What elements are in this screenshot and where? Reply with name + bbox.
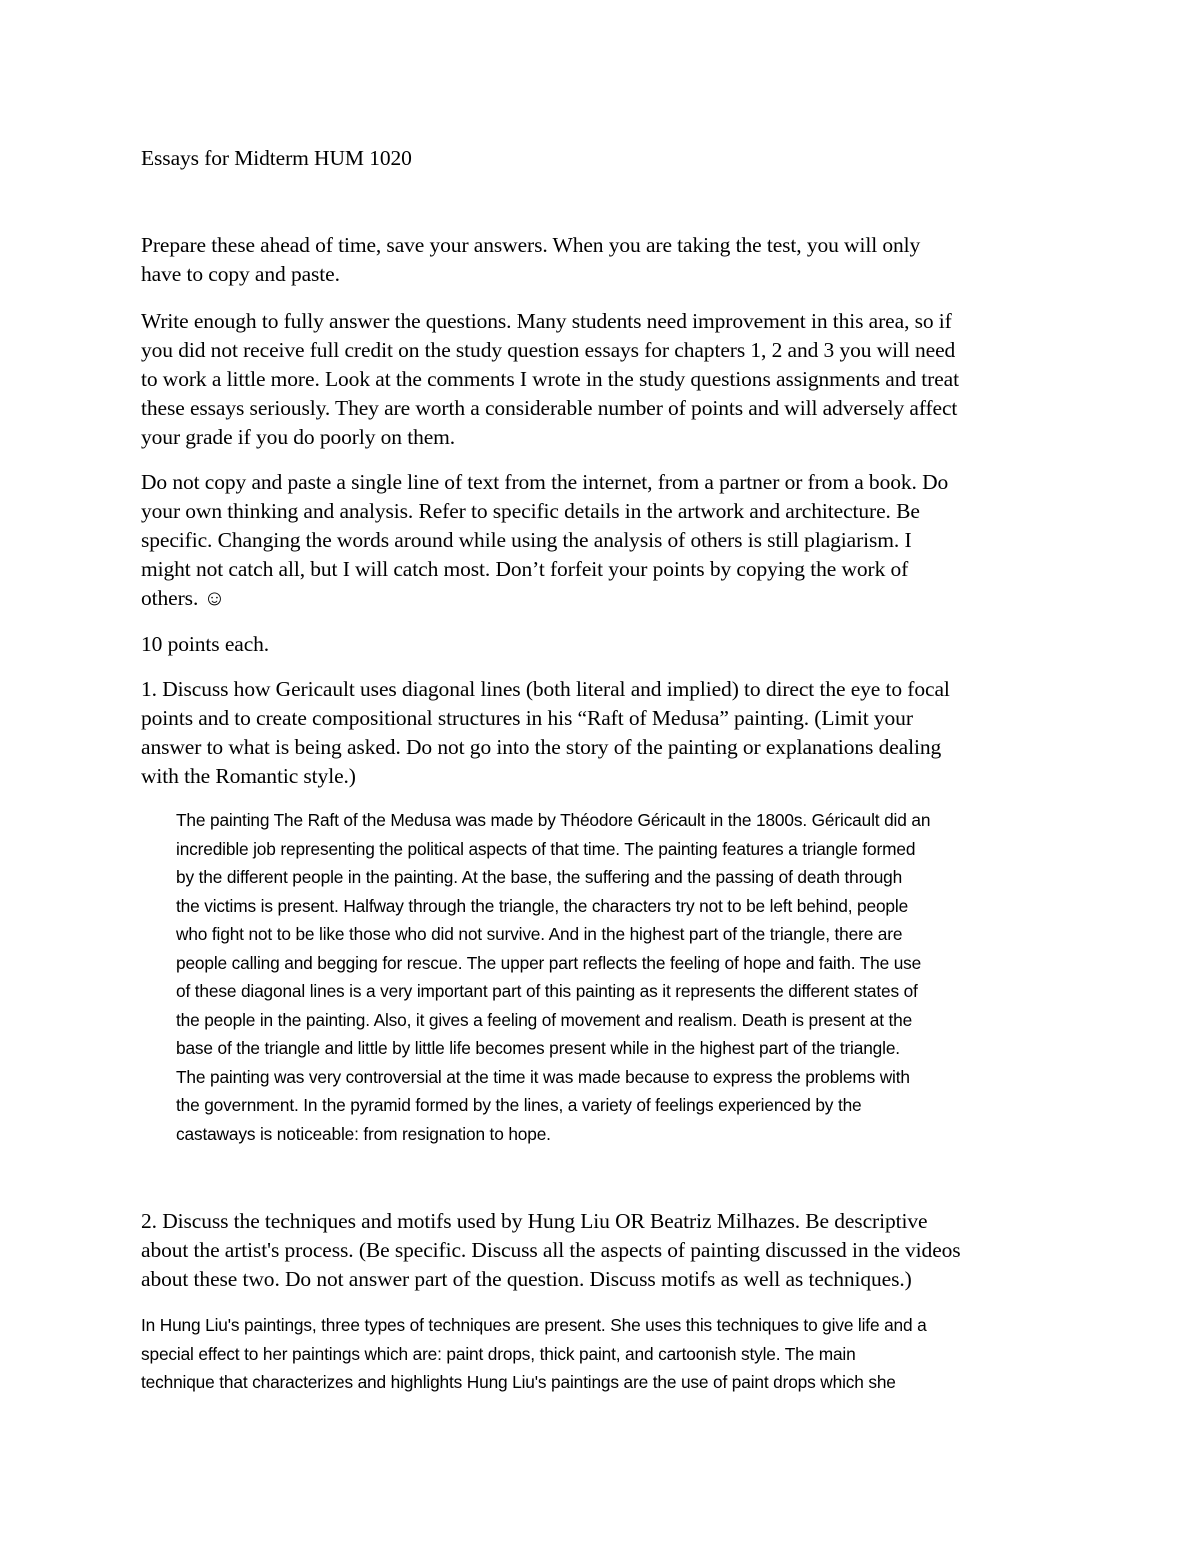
answer-line: The painting The Raft of the Medusa was made by Théodore Géricault in the 1800s. Géricault did an (176, 810, 931, 830)
question-2-answer (141, 1311, 1061, 1397)
answer-line: In Hung Liu's paintings, three types of techniques are present. She uses this techniques to give life and a (141, 1315, 927, 1335)
text-line: specific. Changing the words around while using the analysis of others is still plagiarism. I (141, 528, 912, 552)
text-line: others. ☺ (141, 586, 226, 610)
answer-line: castaways is noticeable: from resignation to hope. (176, 1123, 551, 1144)
text-line: Prepare these ahead of time, save your answers. When you are taking the test, you will only (141, 233, 921, 257)
answer-line: who fight not to be like those who did not survive. And in the highest part of the triangle, there are (176, 924, 903, 944)
text-line: Write enough to fully answer the questions. Many students need improvement in this area, so if (141, 309, 952, 333)
text-line: you did not receive full credit on the study question essays for chapters 1, 2 and 3 you will need (141, 338, 956, 362)
answer-line: the government. In the pyramid formed by the lines, a variety of feelings experienced by the (176, 1095, 862, 1115)
answer-line: The painting was very controversial at the time it was made because to express the problems with (176, 1066, 910, 1087)
text-line: have to copy and paste. (141, 262, 340, 286)
answer-line: incredible job representing the political aspects of that time. The painting features a triangle formed (176, 838, 916, 859)
answer-line: the people in the painting. Also, it gives a feeling of movement and realism. Death is present at the (176, 1009, 913, 1030)
text-line: about the artist's process. (Be specific. Discuss all the aspects of painting discussed in the videos (141, 1238, 961, 1262)
text-line: points and to create compositional structures in his “Raft of Medusa” painting. (Limit your (141, 706, 913, 730)
text-line: these essays seriously. They are worth a considerable number of points and will adversely affect (141, 396, 958, 420)
answer-line: base of the triangle and little by little life becomes present while in the highest part of the triangle. (176, 1038, 900, 1058)
instruction-paragraph-2 (141, 307, 1061, 452)
text-line: 1. Discuss how Gericault uses diagonal lines (both literal and implied) to direct the eye to focal (141, 677, 950, 701)
instruction-paragraph-3 (141, 468, 1061, 613)
question-1-answer (176, 806, 1056, 1148)
answer-line: the victims is present. Halfway through the triangle, the characters try not to be left behind, people (176, 895, 909, 916)
text-line: about these two. Do not answer part of the question. Discuss motifs as well as techniques.) (141, 1267, 912, 1291)
instruction-paragraph-1 (141, 231, 1061, 289)
text-line: your own thinking and analysis. Refer to specific details in the artwork and architecture. Be (141, 499, 920, 523)
answer-line: people calling and begging for rescue. The upper part reflects the feeling of hope and faith. The use (176, 952, 922, 973)
text-line: 2. Discuss the techniques and motifs used by Hung Liu OR Beatriz Milhazes. Be descriptive (141, 1209, 928, 1233)
text-line: your grade if you do poorly on them. (141, 425, 456, 449)
text-line: with the Romantic style.) (141, 764, 356, 788)
document-title: Essays for Midterm HUM 1020 (141, 146, 412, 170)
answer-line: of these diagonal lines is a very important part of this painting as it represents the different states of (176, 981, 918, 1001)
answer-line: by the different people in the painting. At the base, the suffering and the passing of death through (176, 867, 903, 887)
points-note: 10 points each. (141, 632, 270, 656)
text-line: Do not copy and paste a single line of text from the internet, from a partner or from a book. Do (141, 470, 949, 494)
answer-line: technique that characterizes and highlights Hung Liu's paintings are the use of paint drops which she (141, 1372, 896, 1392)
text-line: might not catch all, but I will catch most. Don’t forfeit your points by copying the work of (141, 557, 909, 581)
text-line: answer to what is being asked. Do not go into the story of the painting or explanations dealing (141, 735, 942, 759)
text-line: to work a little more. Look at the comments I wrote in the study questions assignments and treat (141, 367, 959, 391)
answer-line: special effect to her paintings which are: paint drops, thick paint, and cartoonish style. The main (141, 1343, 856, 1364)
question-1-prompt (141, 675, 1061, 791)
question-2-prompt (141, 1207, 1061, 1294)
